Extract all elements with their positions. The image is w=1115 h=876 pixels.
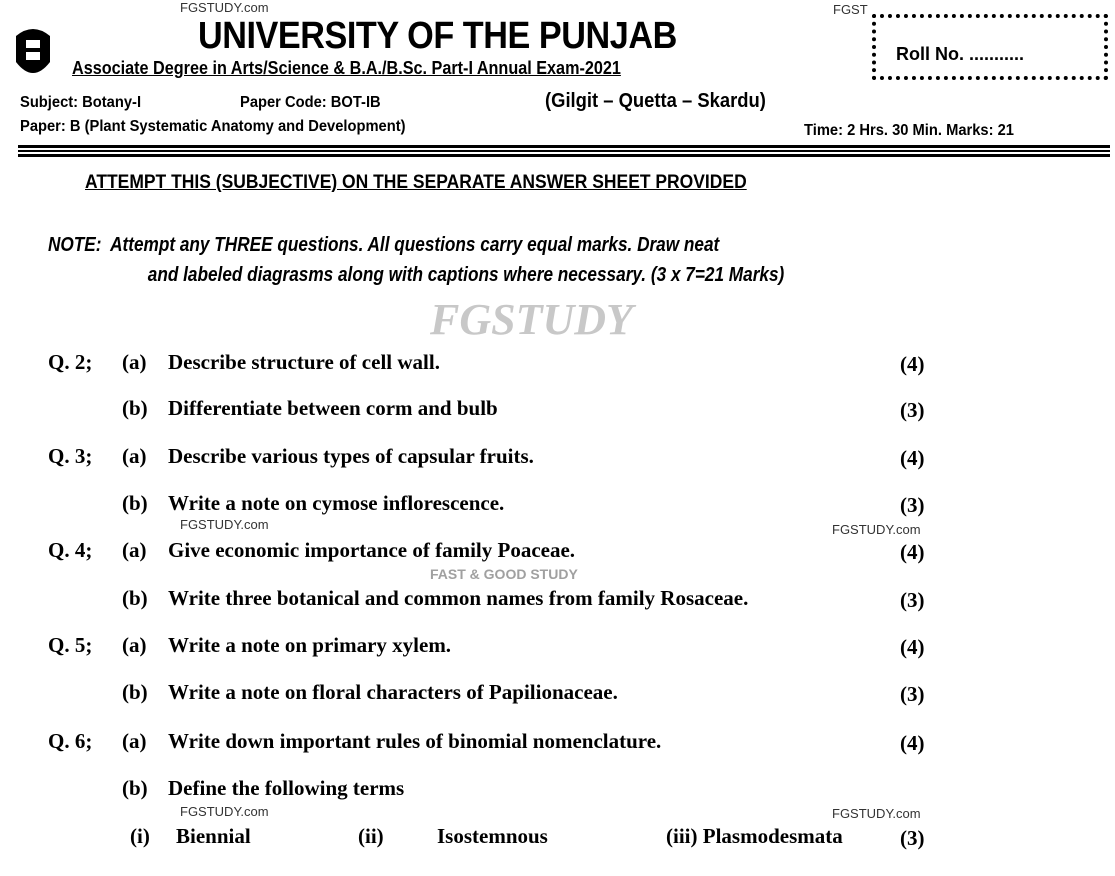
divider bbox=[18, 154, 1110, 157]
question-number: Q. 5; bbox=[48, 633, 93, 657]
question-part: (b) bbox=[122, 776, 148, 800]
note bbox=[48, 230, 1080, 290]
tagline-watermark: FAST & GOOD STUDY bbox=[430, 566, 578, 582]
marks: (4) bbox=[900, 540, 925, 564]
watermark-text: FGSTUDY.com bbox=[832, 806, 921, 821]
term-number: (i) bbox=[130, 824, 150, 848]
marks: (3) bbox=[900, 588, 925, 612]
marks: (3) bbox=[900, 826, 925, 850]
note-line: Attempt any THREE questions. All questions carry equal marks. Draw neat bbox=[110, 234, 720, 256]
question-text: Define the following terms bbox=[168, 776, 405, 800]
watermark-text: FGSTUDY.com bbox=[832, 522, 921, 537]
term-number: (ii) bbox=[358, 824, 384, 848]
watermark-text: FGST bbox=[833, 2, 868, 17]
divider bbox=[18, 150, 1110, 152]
question-number: Q. 6; bbox=[48, 729, 93, 753]
question-part: (b) bbox=[122, 680, 148, 704]
question-part: (b) bbox=[122, 491, 148, 515]
question-part: (b) bbox=[122, 396, 148, 420]
question-text: Differentiate between corm and bulb bbox=[168, 396, 498, 420]
question-part: (a) bbox=[122, 350, 147, 374]
watermark-text: FGSTUDY.com bbox=[180, 804, 269, 819]
roll-no-label: Roll No. ........... bbox=[896, 44, 1025, 64]
question-text: Give economic importance of family Poaceae. bbox=[168, 538, 576, 562]
roll-no-box bbox=[872, 14, 1108, 80]
paper-code: Paper Code: BOT-IB bbox=[240, 94, 381, 111]
paper-title: Paper: B (Plant Systematic Anatomy and Development) bbox=[20, 118, 406, 135]
university-title: UNIVERSITY OF THE PUNJAB bbox=[198, 15, 677, 57]
marks: (4) bbox=[900, 731, 925, 755]
question-text: Write a note on primary xylem. bbox=[168, 633, 452, 657]
region: (Gilgit – Quetta – Skardu) bbox=[545, 90, 766, 112]
note-line: and labeled diagrasms along with captions where necessary. (3 x 7=21 Marks) bbox=[147, 264, 785, 286]
term: Isostemnous bbox=[437, 824, 548, 848]
marks: (4) bbox=[900, 635, 925, 659]
question-part: (a) bbox=[122, 538, 147, 562]
question-text: Write three botanical and common names from family Rosaceae. bbox=[168, 586, 749, 610]
term: (iii) Plasmodesmata bbox=[666, 824, 843, 848]
watermark-text: FGSTUDY.com bbox=[180, 517, 269, 532]
watermark-text: FGSTUDY.com bbox=[180, 0, 269, 15]
question-text: Write a note on floral characters of Papilionaceae. bbox=[168, 680, 618, 704]
divider bbox=[18, 145, 1110, 148]
question-part: (a) bbox=[122, 444, 147, 468]
question-part: (a) bbox=[122, 729, 147, 753]
marks: (3) bbox=[900, 682, 925, 706]
note-label: NOTE: bbox=[48, 234, 102, 256]
marks: (3) bbox=[900, 398, 925, 422]
marks: (4) bbox=[900, 446, 925, 470]
term: Biennial bbox=[176, 824, 251, 848]
question-part: (a) bbox=[122, 633, 147, 657]
subject: Subject: Botany-I bbox=[20, 94, 142, 111]
center-watermark: FGSTUDY bbox=[430, 295, 633, 344]
question-number: Q. 3; bbox=[48, 444, 93, 468]
marks: (3) bbox=[900, 493, 925, 517]
question-text: Write a note on cymose inflorescence. bbox=[168, 491, 505, 515]
question-part: (b) bbox=[122, 586, 148, 610]
question-number: Q. 2; bbox=[48, 350, 93, 374]
question-text: Describe various types of capsular fruits. bbox=[168, 444, 534, 468]
marks: (4) bbox=[900, 352, 925, 376]
time-marks: Time: 2 Hrs. 30 Min. Marks: 21 bbox=[804, 122, 1014, 139]
question-number: Q. 4; bbox=[48, 538, 93, 562]
question-text: Describe structure of cell wall. bbox=[168, 350, 440, 374]
exam-title: Associate Degree in Arts/Science & B.A./B.Sc. Part-I Annual Exam-2021 bbox=[72, 58, 621, 78]
university-logo bbox=[8, 22, 58, 84]
instruction: ATTEMPT THIS (SUBJECTIVE) ON THE SEPARATE ANSWER SHEET PROVIDED bbox=[85, 172, 747, 193]
question-text: Write down important rules of binomial nomenclature. bbox=[168, 729, 662, 753]
